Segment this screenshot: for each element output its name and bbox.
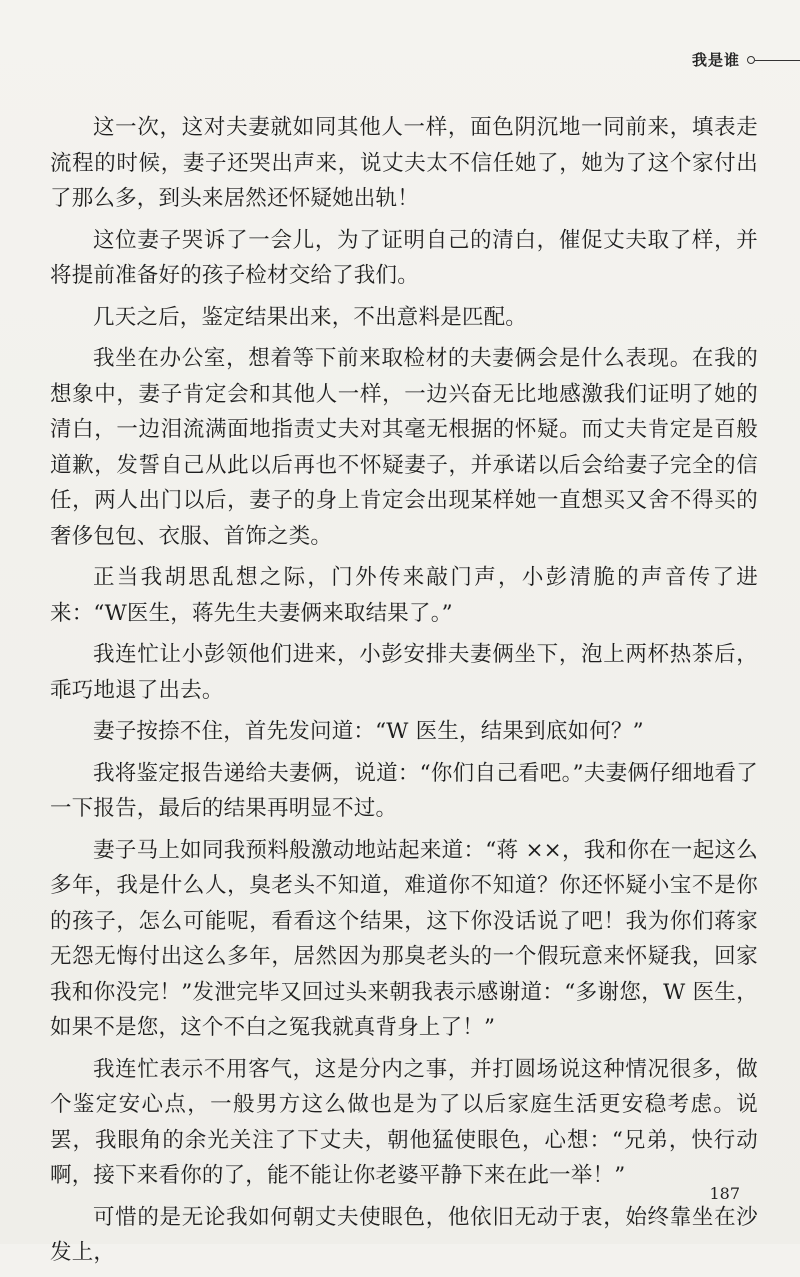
paragraph: 可惜的是无论我如何朝丈夫使眼色，他依旧无动于衷，始终靠坐在沙发上， (50, 1204, 758, 1265)
paragraph: 正当我胡思乱想之际，门外传来敲门声，小彭清脆的声音传了进来：“W医生，蒋先生夫妻俩来取结果了。” (50, 565, 758, 626)
header-ornament-circle-icon (747, 56, 755, 64)
header-rule (755, 60, 800, 61)
paragraph: 妻子马上如同我预料般激动地站起来道：“蒋 ××，我和你在一起这么多年，我是什么人，臭老头不知道，难道你不知道？你还怀疑小宝不是你的孩子，怎么可能呢，看看这个结果，这下你没话说了吧！我为你们蒋家无怨无悔付出这么多年，居然因为那臭老头的一个假玩意来怀疑我，回家我和你没完！”发泄完毕又回过头来朝我表示感谢道：“多谢您，W 医生，如果不是您，这个不白之冤我就真背身上了！” (50, 837, 758, 1040)
page-number: 187 (709, 1184, 740, 1203)
paragraph: 我连忙表示不用客气，这是分内之事，并打圆场说这种情况很多，做个鉴定安心点，一般男方这么做也是为了以后家庭生活更安稳考虑。说罢，我眼角的余光关注了下丈夫，朝他猛使眼色，心想：“兄弟，快行动啊，接下来看你的了，能不能让你老婆平静下来在此一举！” (50, 1056, 758, 1188)
paragraph: 我将鉴定报告递给夫妻俩，说道：“你们自己看吧。”夫妻俩仔细地看了一下报告，最后的结果再明显不过。 (50, 760, 758, 821)
body-text (50, 110, 758, 1277)
paragraph: 妻子按捺不住，首先发问道：“W 医生，结果到底如何？” (93, 719, 644, 744)
paragraph: 几天之后，鉴定结果出来，不出意料是匹配。 (93, 304, 528, 330)
paragraph: 这位妻子哭诉了一会儿，为了证明自己的清白，催促丈夫取了样，并将提前准备好的孩子检材交给了我们。 (50, 227, 758, 288)
chapter-title: 我是谁 (691, 51, 740, 69)
paragraph: 我坐在办公室，想着等下前来取检材的夫妻俩会是什么表现。在我的想象中，妻子肯定会和其他人一样，一边兴奋无比地感激我们证明了她的清白，一边泪流满面地指责丈夫对其毫无根据的怀疑。而丈夫肯定是百般道歉，发誓自己从此以后再也不怀疑妻子，并承诺以后会给妻子完全的信任，两人出门以后，妻子的身上肯定会出现某样她一直想买又舍不得买的奢侈包包、衣服、首饰之类。 (50, 346, 758, 549)
paragraph: 我连忙让小彭领他们进来，小彭安排夫妻俩坐下，泡上两杯热茶后，乖巧地退了出去。 (50, 642, 758, 703)
running-header (500, 50, 800, 74)
paragraph: 这一次，这对夫妻就如同其他人一样，面色阴沉地一同前来，填表走流程的时候，妻子还哭出声来，说丈夫太不信任她了，她为了这个家付出了那么多，到头来居然还怀疑她出轨！ (50, 115, 758, 211)
